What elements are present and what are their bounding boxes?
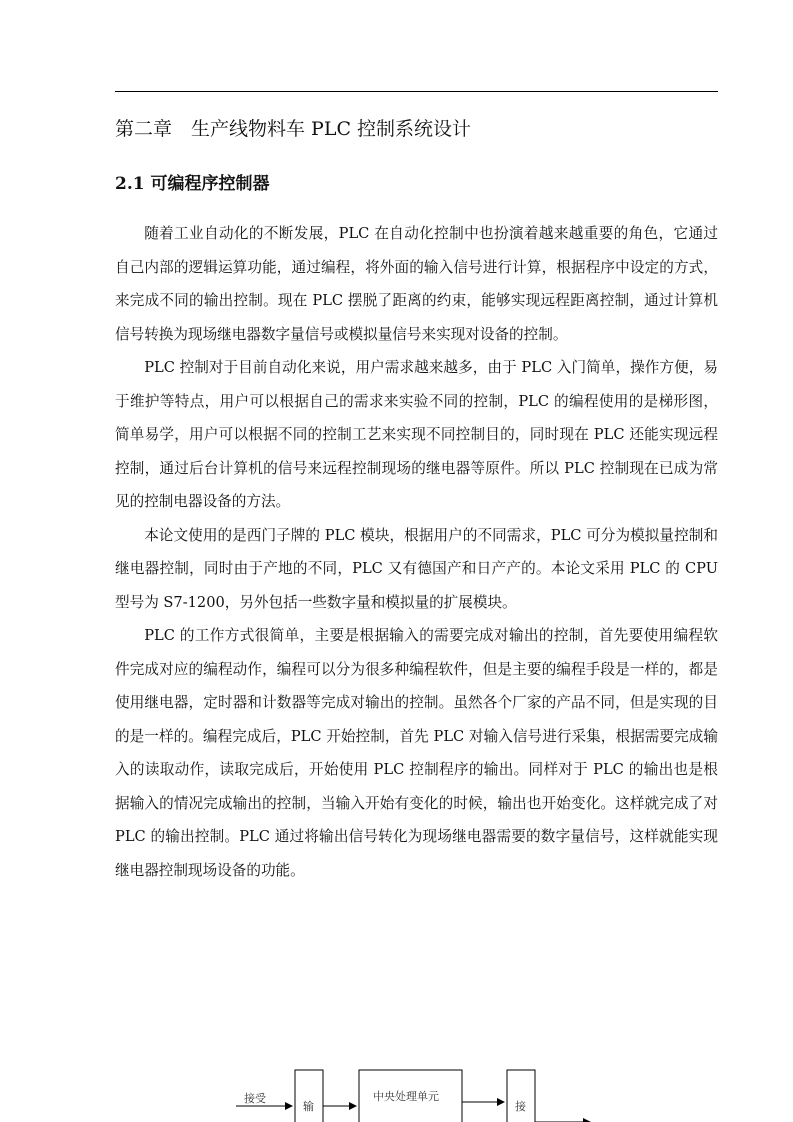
paragraph-3: 本论文使用的是西门子牌的 PLC 模块，根据用户的不同需求，PLC 可分为模拟量控制和继电器控制，同时由于产地的不同，PLC 又有德国产和日产产的。本论文采用 PLC 的 CPU 型号为 S7-1200，另外包括一些数字量和模拟量的扩展模块。 xyxy=(115,526,718,611)
body-text xyxy=(115,217,718,887)
diagram-input-label: 接受 xyxy=(244,1092,266,1105)
header-rule xyxy=(115,91,718,92)
plc-block-diagram xyxy=(230,1066,660,1122)
paragraph-2: PLC 控制对于目前自动化来说，用户需求越来越多，由于 PLC 入门简单，操作方便，易于维护等特点，用户可以根据自己的需求来实验不同的控制，PLC 的编程使用的是梯形图，简单易学，用户可以根据不同的控制工艺来实现不同控制目的，同时现在 PLC 还能实现远程控制，通过后台计算机的信号来远程控制现场的继电器等原件。所以 PLC 控制现在已成为常见的控制电器设备的方法。 xyxy=(115,359,718,510)
chapter-title: 第二章 生产线物料车 PLC 控制系统设计 xyxy=(115,118,472,140)
section-title: 2.1 可编程序控制器 xyxy=(115,174,270,194)
diagram-output-box-label: 接 xyxy=(515,1100,526,1113)
diagram-input-box-label: 输 xyxy=(303,1100,314,1113)
paragraph-1: 随着工业自动化的不断发展，PLC 在自动化控制中也扮演着越来越重要的角色，它通过自己内部的逻辑运算功能，通过编程，将外面的输入信号进行计算，根据程序中设定的方式，来完成不同的输出控制。现在 PLC 摆脱了距离的约束，能够实现远程距离控制，通过计算机信号转换为现场继电器数字量信号或模拟量信号来实现对设备的控制。 xyxy=(115,225,718,343)
diagram-cpu-box-label: 中央处理单元 xyxy=(373,1090,439,1103)
diagram-output-box xyxy=(507,1070,535,1122)
diagram-input-box xyxy=(295,1070,323,1122)
diagram-canvas xyxy=(230,1066,660,1122)
paragraph-4: PLC 的工作方式很简单，主要是根据输入的需要完成对输出的控制，首先要使用编程软件完成对应的编程动作，编程可以分为很多种编程软件，但是主要的编程手段是一样的，都是使用继电器，定时器和计数器等完成对输出的控制。虽然各个厂家的产品不同，但是实现的目的是一样的。编程完成后，PLC 开始控制，首先 PLC 对输入信号进行采集，根据需要完成输入的读取动作，读取完成后，开始使用 PLC 控制程序的输出。同样对于 PLC 的输出也是根据输入的情况完成输出的控制，当输入开始有变化的时候，输出也开始变化。这样就完成了对 PLC 的输出控制。PLC 通过将输出信号转化为现场继电器需要的数字量信号，这样就能实现继电器控制现场设备的功能。 xyxy=(115,627,718,879)
